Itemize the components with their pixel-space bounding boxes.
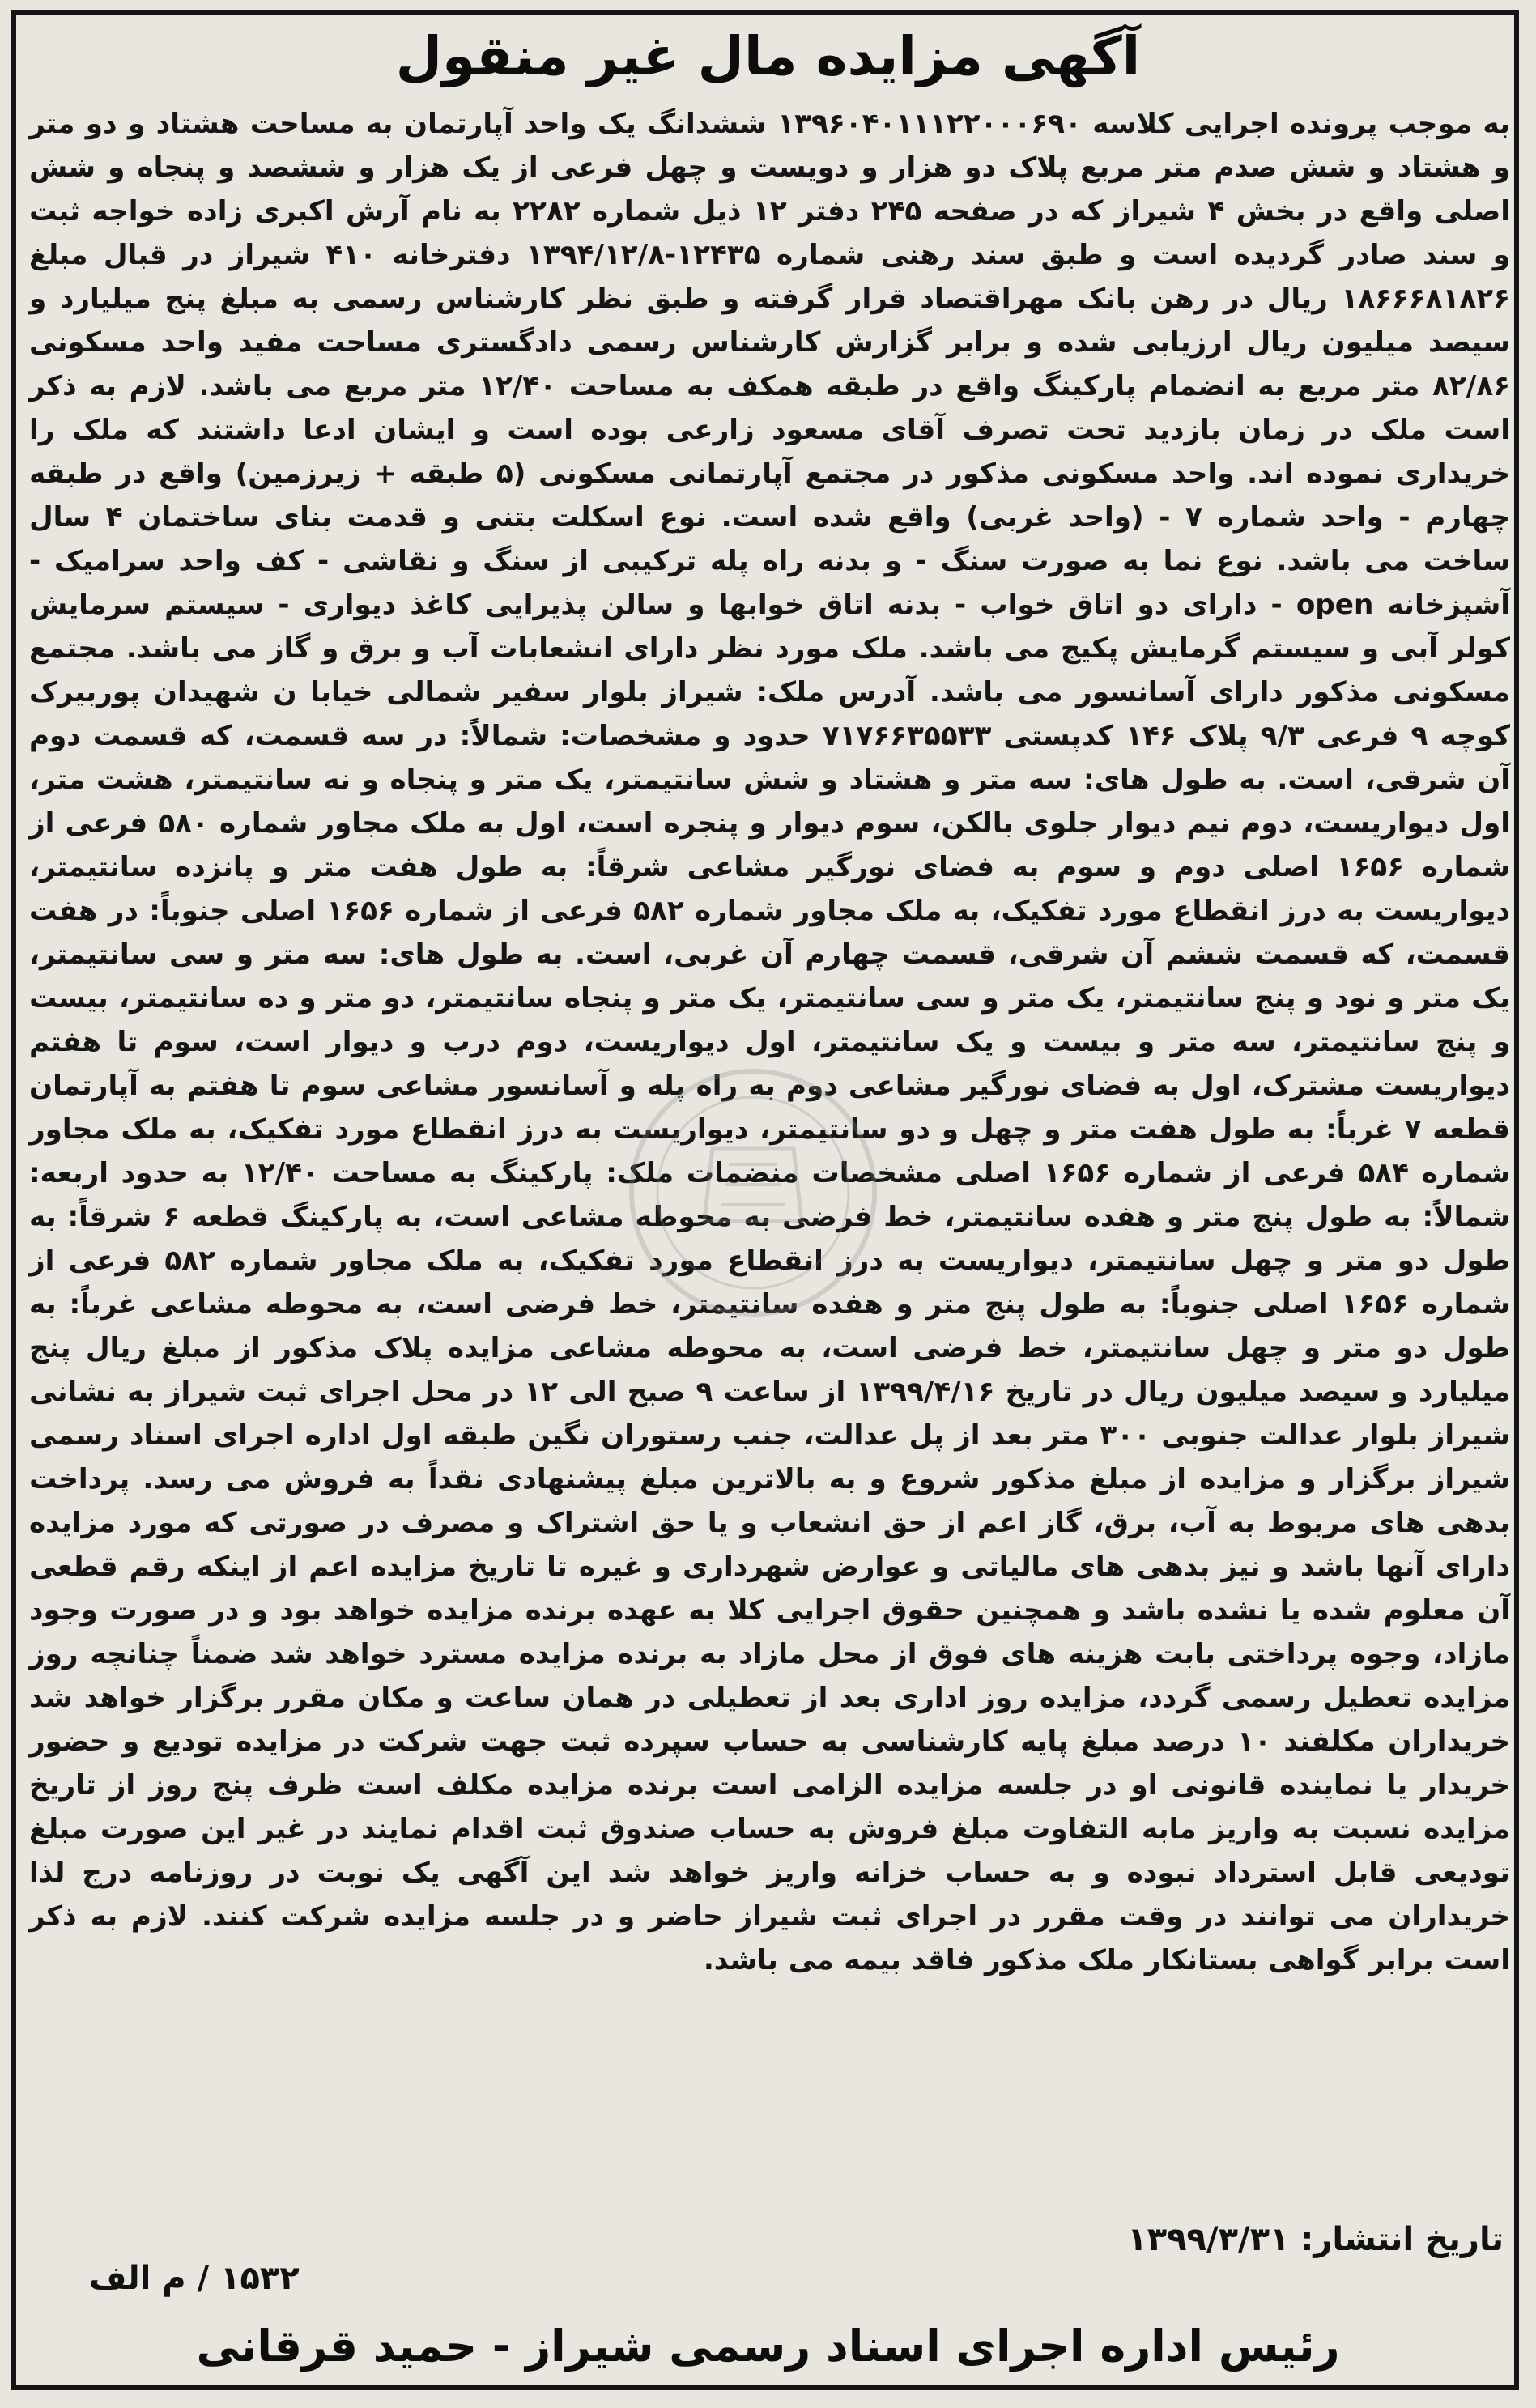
- watermark-stamp: [615, 1059, 891, 1326]
- reference-number: ۱۵۳۲ / م الف: [89, 2260, 300, 2297]
- notice-title: آگهی مزایده مال غیر منقول: [395, 25, 1141, 87]
- notice-body: به موجب پرونده اجرایی کلاسه ۱۳۹۶۰۴۰۱۱۱۲۲۰۰۰۶۹۰ ششدانگ یک واحد آپارتمان به مساحت هشتاد و دو متر و هشتاد و شش صدم متر مربع پلاک دو هزار و دویست و چهل فرعی از یک هزار و ششصد و پنجاه و شش اصلی واقع در بخش ۴ شیراز که در صفحه ۲۴۵ دفتر ۱۲ ذیل شماره ۲۲۸۲ به نام آرش اکبری زاده خواجه ثبت و سند صادر گردیده است و طبق سند رهنی شماره ۱۲۴۳۵-۱۳۹۴/۱۲/۸ دفترخانه ۴۱۰ شیراز در قبال مبلغ ۱۸۶۶۶۸۱۸۲۶ ریال در رهن بانک مهراقتصاد قرار گرفته و طبق نظر کارشناس رسمی به مبلغ پنج میلیارد و سیصد میلیون ریال ارزیابی شده و برابر گزارش کارشناس رسمی دادگستری مساحت مفید واحد مسکونی ۸۲/۸۶ متر مربع به انضمام پارکینگ واقع در طبقه همکف به مساحت ۱۲/۴۰ متر مربع می باشد. لازم به ذکر است ملک در زمان بازدید تحت تصرف آقای مسعود زارعی بوده است و ایشان ادعا داشتند که ملک را خریداری نموده اند. واحد مسکونی مذکور در مجتمع آپارتمانی مسکونی (۵ طبقه + زیرزمین) واقع در طبقه چهارم - واحد شماره ۷ - (واحد غربی) واقع شده است. نوع اسکلت بتنی و قدمت بنای ساختمان ۴ سال ساخت می باشد. نوع نما به صورت سنگ - و بدنه راه پله ترکیبی از سنگ و نقاشی - کف واحد سرامیک - آشپزخانه open - دارای دو اتاق خواب - بدنه اتاق خوابها و سالن پذیرایی کاغذ دیواری - سیستم سرمایش کولر آبی و سیستم گرمایش پکیج می باشد. ملک مورد نظر دارای انشعابات آب و برق و گاز می باشد. مجتمع مسکونی مذکور دارای آسانسور می باشد. آدرس ملک: شیراز بلوار سفیر شمالی خیابا ن شهیدان پوربیرک کوچه ۹ فرعی ۹/۳ پلاک ۱۴۶ کدپستی ۷۱۷۶۶۳۵۵۳۳ حدود و مشخصات: شمالاً: در سه قسمت، که قسمت دوم آن شرقی، است. به طول های: سه متر و هشتاد و شش سانتیمتر، یک متر و پنجاه و نه سانتیمتر، هشت متر، اول دیواریست، دوم نیم دیوار جلوی بالکن، سوم دیوار و پنجره است، اول به ملک مجاور شماره ۵۸۰ فرعی از شماره ۱۶۵۶ اصلی دوم و سوم به فضای نورگیر مشاعی شرقاً: به طول هفت متر و پانزده سانتیمتر، دیواریست به درز انقطاع مورد تفکیک، به ملک مجاور شماره ۵۸۲ فرعی از شماره ۱۶۵۶ اصلی جنوباً: در هفت قسمت، که قسمت ششم آن شرقی، قسمت چهارم آن غربی، است. به طول های: سه متر و سی سانتیمتر، یک متر و نود و پنج سانتیمتر، یک متر و سی سانتیمتر، یک متر و پنجاه سانتیمتر، دو متر و ده سانتیمتر، بیست و پنج سانتیمتر، سه متر و بیست و یک سانتیمتر، اول دیواریست، دوم درب و دیوار است، سوم تا هفتم دیواریست مشترک، اول به فضای نورگیر مشاعی دوم به راه پله و آسانسور مشاعی سوم تا هفتم به آپارتمان قطعه ۷ غرباً: به طول هفت متر و چهل و دو سانتیمتر، دیواریست به درز انقطاع مورد تفکیک، به ملک مجاور شماره ۵۸۴ فرعی از شماره ۱۶۵۶ اصلی مشخصات منضمات ملک: پارکینگ به مساحت ۱۲/۴۰ به حدود اربعه: شمالاً: به طول پنج متر و هفده سانتیمتر، خط فرضی به محوطه مشاعی است، به پارکینگ قطعه ۶ شرقاً: به طول دو متر و چهل سانتیمتر، دیواریست به درز انقطاع مورد تفکیک، به ملک مجاور شماره ۵۸۲ فرعی از شماره ۱۶۵۶ اصلی جنوباً: به طول پنج متر و هفده سانتیمتر، خط فرضی است، به محوطه مشاعی غرباً: به طول دو متر و چهل سانتیمتر، خط فرضی است، به محوطه مشاعی مزایده پلاک مذکور از مبلغ ریال پنج میلیارد و سیصد میلیون ریال در تاریخ ۱۳۹۹/۴/۱۶ از ساعت ۹ صبح الی ۱۲ در محل اجرای ثبت شیراز به نشانی شیراز بلوار عدالت جنوبی ۳۰۰ متر بعد از پل عدالت، جنب رستوران نگین طبقه اول اداره اجرای اسناد رسمی شیراز برگزار و مزایده از مبلغ مذکور شروع و به بالاترین مبلغ پیشنهادی نقداً به فروش می رسد. پرداخت بدهی های مربوط به آب، برق، گاز اعم از حق انشعاب و یا حق اشتراک و مصرف در صورتی که مورد مزایده دارای آنها باشد و نیز بدهی های مالیاتی و عوارض شهرداری و غیره تا تاریخ مزایده اعم از اینکه رقم قطعی آن معلوم شده یا نشده باشد و همچنین حقوق اجرایی کلا به عهده برنده مزایده خواهد بود و در صورت وجود مازاد، وجوه پرداختی بابت هزینه های فوق از محل مازاد به برنده مزایده مسترد خواهد شد ضمناً چنانچه روز مزایده تعطیل رسمی گردد، مزایده روز اداری بعد از تعطیلی در همان ساعت و مکان مقرر برگزار خواهد شد خریداران مکلفند ۱۰ درصد مبلغ پایه کارشناسی به حساب سپرده ثبت جهت شرکت در مزایده تودیع و حضور خریدار یا نماینده قانونی او در جلسه مزایده الزامی است برنده مزایده مکلف است ظرف پنج روز از تاریخ مزایده نسبت به واریز مابه التفاوت مبلغ فروش به حساب صندوق ثبت اقدام نمایند در غیر این صورت مبلغ تودیعی قابل استرداد نبوده و به حساب خزانه واریز خواهد شد این آگهی یک نوبت در روزنامه درج لذا خریداران می توانند در وقت مقرر در اجرای ثبت شیراز حاضر و در جلسه مزایده شرکت کنند. لازم به ذکر است برابر گواهی بستانکار ملک مذکور فاقد بیمه می باشد.: [29, 108, 1511, 1976]
- signature-line: رئیس اداره اجرای اسناد رسمی شیراز - حمید قرقانی: [196, 2321, 1340, 2372]
- publish-date: تاریخ انتشار: ۱۳۹۹/۳/۳۱: [1127, 2221, 1504, 2258]
